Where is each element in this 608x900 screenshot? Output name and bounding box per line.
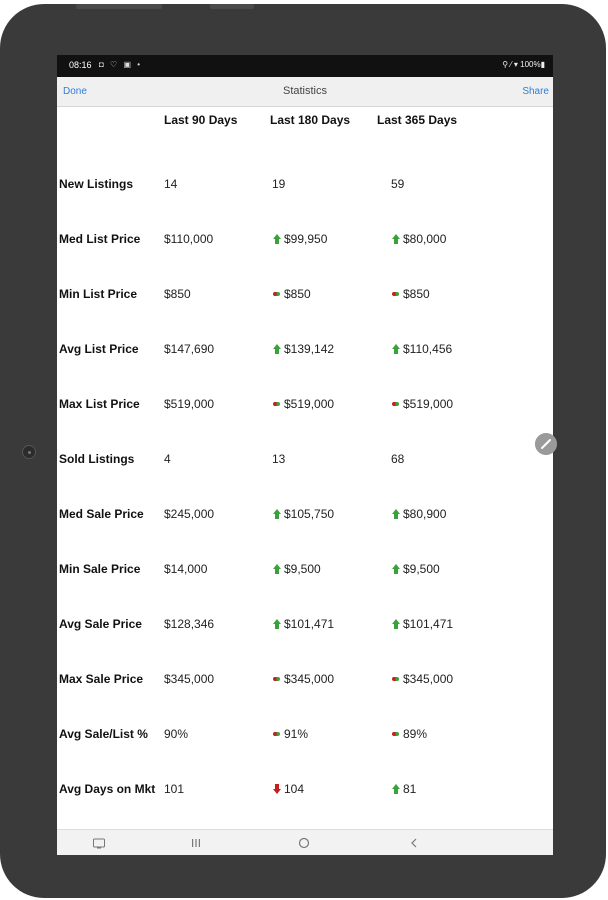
cell-value: $14,000 (164, 562, 208, 576)
cell-value: $850 (164, 287, 191, 301)
cell-value: $850 (284, 287, 311, 301)
cell-value: $245,000 (164, 507, 215, 521)
cell-180-days (272, 232, 327, 246)
cell-365-days (391, 342, 452, 356)
up-arrow-icon (391, 234, 400, 244)
cell-value: 4 (164, 452, 171, 466)
row-label: Max Sale Price (59, 672, 144, 686)
cell-value: $345,000 (284, 672, 335, 686)
table-row (57, 615, 553, 635)
cell-value: 101 (164, 782, 185, 796)
screen (57, 55, 553, 855)
up-arrow-icon (272, 509, 281, 519)
cell-value: $110,000 (164, 232, 214, 246)
up-arrow-icon (272, 619, 281, 629)
cell-value: 91% (284, 727, 309, 741)
cell-value: $99,950 (284, 232, 328, 246)
edit-pencil-icon[interactable] (535, 433, 557, 455)
cell-90-days (164, 562, 207, 576)
cell-value: $850 (403, 287, 430, 301)
keyboard-icon[interactable] (92, 836, 106, 850)
table-row (57, 505, 553, 525)
cell-90-days (164, 672, 214, 686)
cell-90-days (164, 397, 214, 411)
row-label: Avg List Price (59, 342, 139, 356)
cell-value: 81 (403, 782, 417, 796)
table-row (57, 725, 553, 745)
up-arrow-icon (272, 234, 281, 244)
row-label: Avg Days on Mkt (59, 782, 156, 796)
row-label: Max List Price (59, 397, 140, 411)
cell-90-days (164, 342, 214, 356)
row-label: Min List Price (59, 287, 138, 301)
cell-180-days (272, 617, 334, 631)
home-icon[interactable] (297, 836, 311, 850)
no-change-icon (272, 674, 281, 684)
cell-90-days (164, 177, 177, 191)
column-header-180-days: Last 180 Days (270, 113, 351, 127)
up-arrow-icon (391, 564, 400, 574)
page-title: Statistics (282, 85, 327, 97)
cell-value: 89% (403, 727, 428, 741)
cell-90-days (164, 287, 191, 301)
cell-value: $80,900 (403, 507, 447, 521)
cell-value: $105,750 (284, 507, 335, 521)
cell-180-days (272, 727, 308, 741)
volume-button (76, 4, 162, 9)
up-arrow-icon (391, 619, 400, 629)
cell-90-days (164, 452, 171, 466)
no-change-icon (391, 289, 400, 299)
statistics-table (57, 107, 553, 829)
table-row (57, 230, 553, 250)
cell-value: $519,000 (164, 397, 215, 411)
no-change-icon (272, 289, 281, 299)
row-label: Avg Sale/List % (59, 727, 148, 741)
cell-180-days (272, 287, 311, 301)
cell-365-days (391, 452, 404, 466)
cell-180-days (272, 452, 285, 466)
nav-bar (57, 77, 553, 107)
row-label: Avg Sale Price (59, 617, 142, 631)
no-change-icon (272, 399, 281, 409)
recent-apps-icon[interactable] (189, 836, 203, 850)
up-arrow-icon (391, 344, 400, 354)
row-label: Sold Listings (59, 452, 135, 466)
cell-365-days (391, 672, 453, 686)
cell-value: $128,346 (164, 617, 215, 631)
system-status-icons: ⚲ ⁄ ▾ 100%▮ (502, 60, 545, 69)
up-arrow-icon (391, 784, 400, 794)
table-row (57, 780, 553, 800)
row-label: Min Sale Price (59, 562, 141, 576)
cell-180-days (272, 177, 285, 191)
cell-value: $110,456 (403, 342, 453, 356)
cell-365-days (391, 727, 427, 741)
column-header-365-days: Last 365 Days (377, 113, 458, 127)
cell-90-days (164, 617, 214, 631)
cell-180-days (272, 672, 334, 686)
cell-365-days (391, 232, 446, 246)
cell-180-days (272, 507, 334, 521)
down-arrow-icon (272, 784, 281, 794)
cell-value: 68 (391, 452, 405, 466)
cell-90-days (164, 782, 184, 796)
table-row (57, 450, 553, 470)
cell-365-days (391, 507, 446, 521)
cell-value: 13 (272, 452, 286, 466)
notification-icons: ◘ ♡ ▣ • (99, 60, 143, 69)
cell-180-days (272, 782, 304, 796)
cell-365-days (391, 562, 440, 576)
table-row (57, 285, 553, 305)
cell-value: 59 (391, 177, 405, 191)
cell-value: $519,000 (403, 397, 454, 411)
table-row (57, 395, 553, 415)
system-nav-bar (57, 829, 553, 855)
cell-90-days (164, 507, 214, 521)
cell-365-days (391, 177, 404, 191)
row-label: New Listings (59, 177, 134, 191)
cell-365-days (391, 397, 453, 411)
power-button (210, 4, 254, 9)
cell-180-days (272, 342, 334, 356)
row-label: Med List Price (59, 232, 141, 246)
cell-180-days (272, 397, 334, 411)
up-arrow-icon (272, 564, 281, 574)
cell-value: $9,500 (284, 562, 321, 576)
status-time: 08:16 (69, 60, 92, 70)
table-row (57, 560, 553, 580)
cell-value: 90% (164, 727, 189, 741)
cell-value: $147,690 (164, 342, 215, 356)
cell-365-days (391, 782, 416, 796)
cell-90-days (164, 727, 188, 741)
back-icon[interactable] (407, 836, 421, 850)
cell-value: $345,000 (164, 672, 215, 686)
up-arrow-icon (272, 344, 281, 354)
cell-value: 14 (164, 177, 178, 191)
cell-value: $101,471 (403, 617, 454, 631)
no-change-icon (391, 674, 400, 684)
cell-value: $101,471 (284, 617, 335, 631)
no-change-icon (391, 729, 400, 739)
table-row (57, 175, 553, 195)
cell-value: $519,000 (284, 397, 335, 411)
row-label: Med Sale Price (59, 507, 144, 521)
cell-value: $345,000 (403, 672, 454, 686)
cell-value: $139,142 (284, 342, 335, 356)
up-arrow-icon (391, 509, 400, 519)
table-row (57, 670, 553, 690)
done-button[interactable]: Done (63, 86, 87, 97)
cell-180-days (272, 562, 321, 576)
cell-value: $80,000 (403, 232, 447, 246)
table-row (57, 340, 553, 360)
cell-value: 104 (284, 782, 305, 796)
cell-90-days (164, 232, 213, 246)
column-header-90-days: Last 90 Days (164, 113, 238, 127)
camera-icon (22, 445, 36, 459)
cell-365-days (391, 617, 453, 631)
no-change-icon (391, 399, 400, 409)
no-change-icon (272, 729, 281, 739)
status-bar (57, 55, 553, 77)
cell-value: 19 (272, 177, 286, 191)
cell-value: $9,500 (403, 562, 440, 576)
share-button[interactable]: Share (522, 86, 549, 97)
cell-365-days (391, 287, 430, 301)
